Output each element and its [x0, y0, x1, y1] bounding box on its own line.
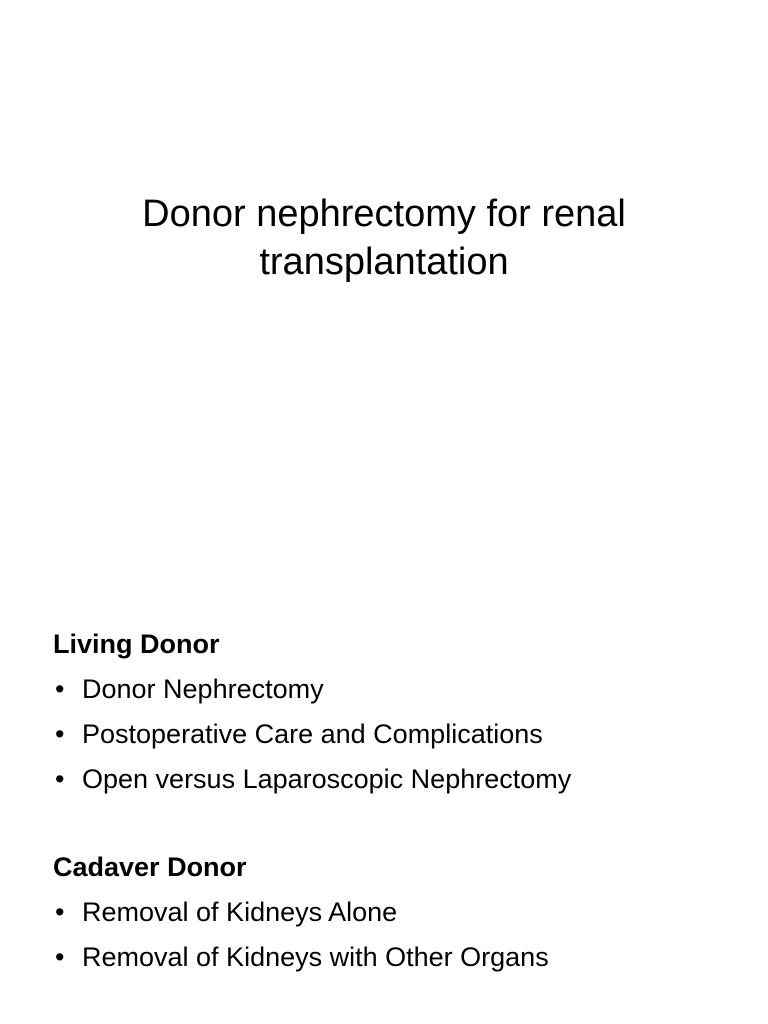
content-slide — [0, 512, 768, 1024]
list-item-text: Removal of Kidneys with Other Organs — [82, 942, 549, 972]
bullet-icon: • — [55, 674, 65, 704]
bullet-icon: • — [55, 719, 65, 749]
list-item — [53, 762, 743, 796]
slide-title: Donor nephrectomy for renal transplantation — [142, 193, 626, 283]
list-item — [53, 717, 743, 751]
list-item — [53, 940, 743, 974]
list-item-text: Open versus Laparoscopic Nephrectomy — [82, 764, 572, 794]
section-living-donor — [53, 627, 743, 807]
list-item-text: Donor Nephrectomy — [82, 674, 324, 704]
list-item — [53, 895, 743, 929]
section-heading: Living Donor — [53, 629, 220, 659]
section-heading: Cadaver Donor — [53, 852, 247, 882]
list-item — [53, 672, 743, 706]
bullet-icon: • — [55, 764, 65, 794]
bullet-icon: • — [55, 942, 65, 972]
bullet-icon: • — [55, 897, 65, 927]
list-item-text: Removal of Kidneys Alone — [82, 897, 398, 927]
bullet-list — [53, 895, 743, 974]
list-item-text: Postoperative Care and Complications — [82, 719, 543, 749]
section-cadaver-donor — [53, 850, 743, 985]
bullet-list — [53, 672, 743, 796]
